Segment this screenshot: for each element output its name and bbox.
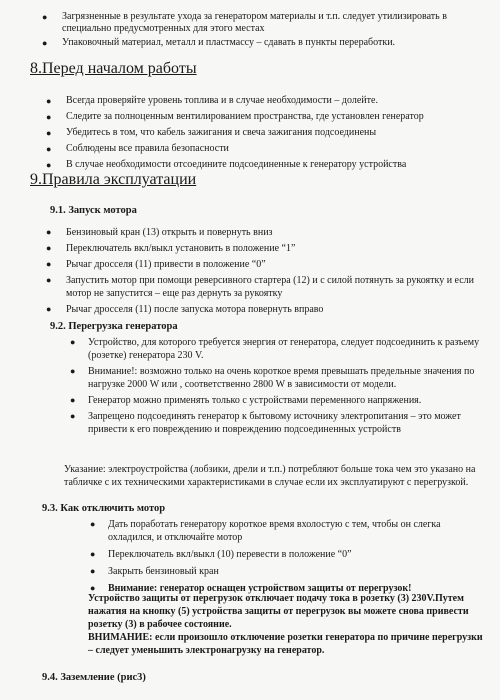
bullet-icon: ● <box>90 549 96 559</box>
bullet-icon: ● <box>46 112 52 122</box>
intro-list <box>38 11 486 51</box>
list-item: ● Упаковочный материал, металл и пластмассу – сдавать в пункты переработки. <box>42 37 396 48</box>
bullet-icon: ● <box>70 395 76 405</box>
list-item: ● Внимание: генератор оснащен устройством защиты от перегрузок! <box>90 583 412 594</box>
bullet-icon: ● <box>46 243 52 253</box>
subsection-9-3-list <box>84 518 484 599</box>
list-item: ● Переключатель вкл/выкл (10) перевести в положение “0” <box>90 549 352 560</box>
list-item: ● Дать поработать генератору короткое время вхолостую с тем, чтобы он слегка охладился, и отключайте мотор <box>90 519 441 543</box>
section-9-heading: 9.Правила эксплуатации <box>30 171 197 188</box>
list-item: ● Внимание!: возможно только на очень короткое время превышать предельные значения по нагрузке 2000 W или , соответственно 2800 W в зависимости от модели. <box>70 366 475 390</box>
list-item: ● В случае необходимости отсоедините подсоединенные к генератору устройства <box>46 159 407 170</box>
bullet-icon: ● <box>46 275 52 285</box>
list-item: ● Всегда проверяйте уровень топлива и в случае необходимости – долейте. <box>46 95 378 106</box>
list-item: ● Рычаг дросселя (11) после запуска мотора повернуть вправо <box>46 304 324 315</box>
overload-protection-warning <box>88 592 484 657</box>
bullet-icon: ● <box>46 128 52 138</box>
list-item: ● Убедитесь в том, что кабель зажигания и свеча зажигания подсоединены <box>46 127 377 138</box>
bullet-icon: ● <box>42 12 48 22</box>
bullet-icon: ● <box>46 304 52 314</box>
bullet-icon: ● <box>90 519 96 529</box>
overload-note: Указание: электроустройства (лобзики, дрели и т.п.) потребляют больше тока чем это указано на табличке с их техническими характеристиками в случае если их эксплуатируют с перегрузкой. <box>64 464 476 488</box>
list-item: ● Закрыть бензиновый кран <box>90 566 219 577</box>
list-item: ● Генератор можно применять только с устройствами переменного напряжения. <box>70 395 422 406</box>
subsection-9-2-heading: 9.2. Перегрузка генератора <box>50 321 178 332</box>
list-item: ● Рычаг дросселя (11) привести в положение “0” <box>46 259 266 270</box>
bullet-icon: ● <box>90 583 96 593</box>
protection-description: Устройство защиты от перегрузок отключает подачу тока в розетку (3) 230V.Путем нажатия на кнопку (5) устройства защиты от перегрузок вы можете снова привести розетку (3) в рабочее состояние. <box>88 593 469 630</box>
bullet-icon: ● <box>46 96 52 106</box>
section-8-heading: 8.Перед началом работы <box>30 60 197 77</box>
bullet-icon: ● <box>46 160 52 170</box>
bullet-icon: ● <box>70 337 76 347</box>
subsection-9-3-heading: 9.3. Как отключить мотор <box>42 503 166 514</box>
list-item: ● Загрязненные в результате ухода за генератором материалы и т.п. следует утилизировать в специально предусмотренных для этого местах <box>42 11 447 34</box>
bullet-icon: ● <box>46 259 52 269</box>
attention-note: ВНИМАНИЕ: если произошло отключение розетки генератора по причине перегрузки – следует уменьшить электронагрузку на генератор. <box>88 632 483 656</box>
subsection-9-1-list <box>42 226 482 319</box>
list-item: ● Запрещено подсоединять генератор к бытовому источнику электропитания – это может привести к его повреждению и повреждению подсоединенных устройств <box>70 411 461 435</box>
bullet-icon: ● <box>46 144 52 154</box>
list-item: ● Соблюдены все правила безопасности <box>46 143 229 154</box>
subsection-9-2-list <box>64 336 484 439</box>
list-item: ● Бензиновый кран (13) открыть и повернуть вниз <box>46 227 273 238</box>
list-item: ● Следите за полноценным вентилированием пространства, где установлен генератор <box>46 111 424 122</box>
subsection-9-1-heading: 9.1. Запуск мотора <box>50 205 137 216</box>
bullet-icon: ● <box>42 38 48 48</box>
list-item: ● Устройство, для которого требуется энергия от генератора, следует подсоединить к разъему (розетке) генератора 230 V. <box>70 337 480 361</box>
bullet-icon: ● <box>46 227 52 237</box>
bullet-icon: ● <box>70 411 76 421</box>
list-item: ● Переключатель вкл/выкл установить в положение “1” <box>46 243 296 254</box>
bullet-icon: ● <box>70 366 76 376</box>
section-8-list <box>42 95 482 175</box>
list-item: ● Запустить мотор при помощи реверсивного стартера (12) и с силой потянуть за рукоятку и если мотор не запустится – еще раз дернуть за рукоятку <box>46 275 475 299</box>
bullet-icon: ● <box>90 566 96 576</box>
subsection-9-4-heading: 9.4. Заземление (рис3) <box>42 672 146 683</box>
